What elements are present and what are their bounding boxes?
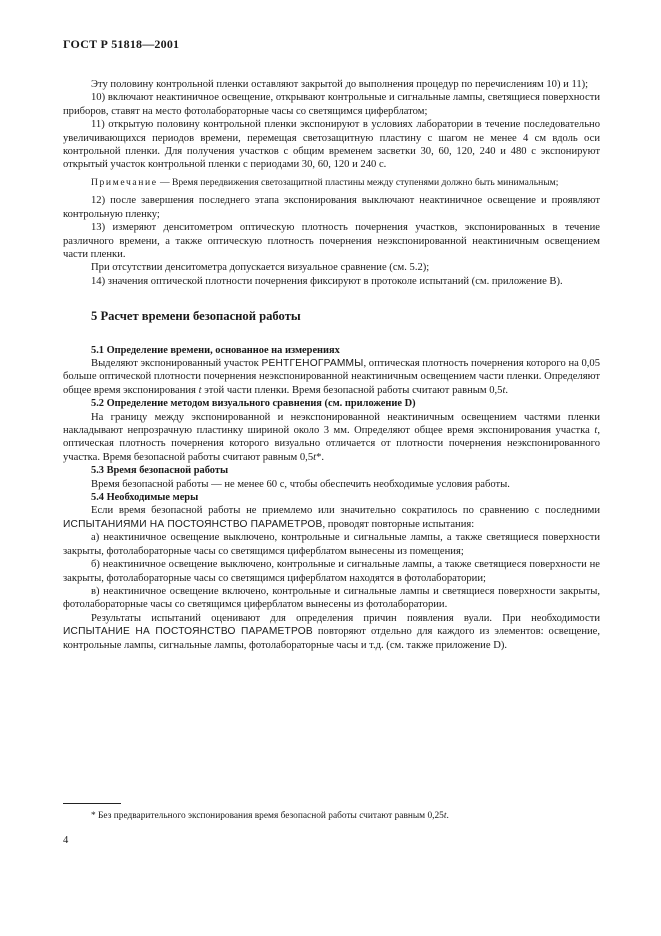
list-item-c: в) неактиничное освещение включено, контрольные и сигнальные лампы и светящиеся поверхности закрыты, фотолабораторные часы со светящимся циферблатом вынесены из фотолаборатории. [63,585,600,611]
list-item-14: 14) значения оптической плотности почернения фиксируют в протоколе испытаний (см. приложение В). [91,275,563,287]
term-caps: ИСПЫТАНИЯМИ НА ПОСТОЯНСТВО ПАРАМЕТРОВ [63,518,323,530]
paragraph: На границу между экспонированной и неэкспонированной неактиничным освещением частями пленки накладывают непрозрачную пластинку шириной около 3 мм. Определяют общее время экспонирования участка t, оптическая плотность почернения которого визуально отличается от плотности почернения неэкспонированного участка. Время безопасной работы считают равным 0,5t*. [63,411,600,463]
list-item-11: 11) открытую половину контрольной пленки экспонируют в условиях лаборатории в течение последовательно увеличивающихся периодов времени, перемещая светозащитную пластину с шагом не менее 4 см вдоль оси контрольной пленки. Для получения участков с общим временем засветки 30, 60, 120, 240 и 480 с экспонируют открытый участок контрольной пленки с периодами 30, 60, 120 и 240 с. [63,119,600,171]
main-text [63,78,600,652]
section-title: 5 Расчет времени безопасной работы [91,309,301,324]
standard-header: ГОСТ Р 51818—2001 [63,37,180,51]
note-text: — Время передвижения светозащитной пластины между ступенями должно быть минимальным; [159,176,559,188]
list-item-10: 10) включают неактиничное освещение, открывают контрольные и сигнальные лампы, светящиеся поверхности приборов, ставят на место фотолабораторные часы со светящимся циферблатом; [63,92,600,117]
subsection-title-5-1: 5.1 Определение времени, основанное на измерениях [91,344,340,356]
term-caps: РЕНТГЕНОГРАММЫ [261,358,364,369]
list-item-13: 13) измеряют денситометром оптическую плотность почернения участков, экспонированных в течение различного времени, а также оптическую плотность почернения неэкспонированной неактиничным освещением части пленки. [63,222,600,260]
list-item-b: б) неактиничное освещение выключено, контрольные и сигнальные лампы, а также светящиеся поверхности не закрыты, фотолабораторные часы со светящимся циферблатом находятся в фотолаборатории; [63,559,600,584]
list-item-a: а) неактиничное освещение выключено, контрольные и сигнальные лампы, а также светящиеся поверхности закрыты, фотолабораторные часы со светящимся циферблатом вынесены из помещения; [63,532,600,557]
note [63,177,600,190]
subsection-title-5-4: 5.4 Необходимые меры [91,492,199,504]
paragraph: Если время безопасной работы не приемлемо или значительно сократилось по сравнению с последними ИСПЫТАНИЯМИ НА ПОСТОЯНСТВО ПАРАМЕТРОВ, проводят повторные испытания: [63,505,600,530]
subsection-title-5-3: 5.3 Время безопасной работы [91,465,229,477]
paragraph: Результаты испытаний оценивают для определения причин появления вуали. При необходимости ИСПЫТАНИЕ НА ПОСТОЯНСТВО ПАРАМЕТРОВ повторяют отдельно для каждого из элементов: освещение, контрольные лампы, сигнальные лампы, фотолабораторные часы и т.д. (см. также приложение D). [63,612,601,651]
paragraph: Эту половину контрольной пленки оставляют закрытой до выполнения процедур по перечислениям 10) и 11); [91,79,589,90]
paragraph: Время безопасной работы — не менее 60 с, чтобы обеспечить необходимые условия работы. [91,478,510,490]
subsection-title-5-2: 5.2 Определение методом визуального сравнения (см. приложение D) [91,398,416,410]
page-number: 4 [63,835,69,846]
paragraph: Выделяют экспонированный участок РЕНТГЕНОГРАММЫ, оптическая плотность почернения которого на 0,05 больше оптической плотности почернения неэкспонированной неактиничным освещением части пленки. Определяют общее время экспонирования t этой части пленки. Время безопасной работы считают равным 0,5t. [63,358,601,396]
list-item-12: 12) после завершения последнего этапа экспонирования выключают неактиничное освещение и проявляют контрольную пленку; [63,195,600,220]
paragraph: При отсутствии денситометра допускается визуальное сравнение (см. 5.2); [91,262,430,274]
term-caps: ИСПЫТАНИЕ НА ПОСТОЯНСТВО ПАРАМЕТРОВ [63,626,313,638]
footnote: * Без предварительного экспонирования время безопасной работы считают равным 0,25t. [91,811,449,821]
footnote-divider [63,803,121,804]
note-label: Примечание [91,176,158,188]
